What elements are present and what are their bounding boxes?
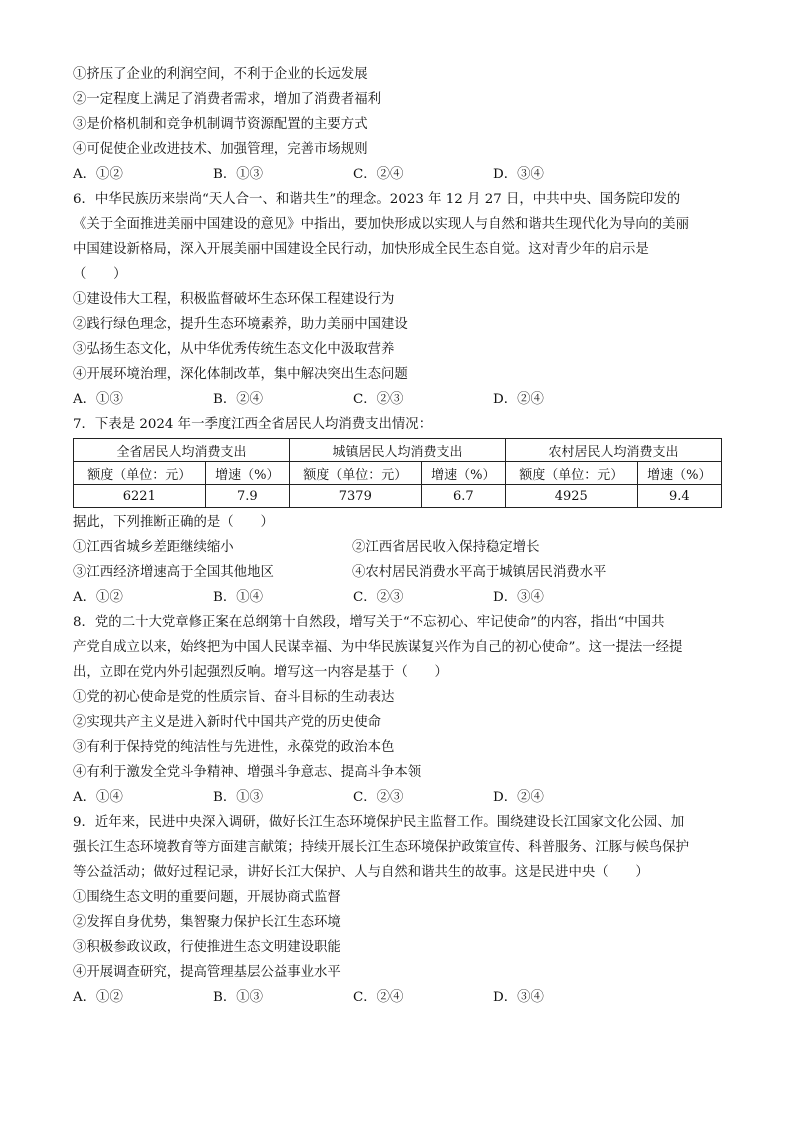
table-subheader: 增速（%） [637, 462, 721, 485]
statement-row [73, 535, 794, 560]
question-stem: 《关于全面推进美丽中国建设的意见》中指出，要加快形成以实现人与自然和谐共生现代化为导向的美丽 [73, 217, 689, 232]
option-c: C．②③ [353, 790, 404, 805]
table-subheader: 增速（%） [205, 462, 289, 485]
option-a: A．①③ [73, 392, 123, 407]
question-stem: 出，立即在党内外引起强烈反响。增写这一内容是基于（ ） [73, 665, 448, 680]
option-b: B．②④ [213, 392, 264, 407]
question-8 [73, 610, 794, 810]
question-6 [73, 187, 794, 412]
table-cell: 9.4 [637, 485, 721, 508]
question-prompt: 据此，下列推断正确的是（ ） [73, 515, 274, 530]
question-9 [73, 810, 794, 1010]
statement: ④有利于激发全党斗争精神、增强斗争意志、提高斗争本领 [73, 765, 422, 780]
table-cell: 4925 [505, 485, 637, 508]
consumption-table [73, 438, 722, 508]
option-a: A．①② [73, 990, 123, 1005]
question-5-continued [73, 62, 794, 187]
statement: ③积极参政议政，行使推进生态文明建设职能 [73, 940, 341, 955]
table-subheader: 额度（单位：元） [289, 462, 421, 485]
question-stem: 6．中华民族历来崇尚“天人合一、和谐共生”的理念。2023 年 12 月 27 日，中共中央、国务院印发的 [73, 192, 681, 207]
table-cell: 7379 [289, 485, 421, 508]
statement: ②江西省居民收入保持稳定增长 [352, 540, 540, 555]
option-b: B．①③ [213, 990, 264, 1005]
statement: ③有利于保持党的纯洁性与先进性，永葆党的政治本色 [73, 740, 395, 755]
statement: ①建设伟大工程，积极监督破坏生态环保工程建设行为 [73, 292, 395, 307]
statement: ①围绕生态文明的重要问题，开展协商式监督 [73, 890, 341, 905]
question-stem: 强长江生态环境教育等方面建言献策；持续开展长江生态环境保护政策宣传、科普服务、江豚与候鸟保护 [73, 840, 689, 855]
statement: ④开展环境治理，深化体制改革，集中解决突出生态问题 [73, 367, 408, 382]
statement: ①挤压了企业的利润空间，不利于企业的长远发展 [73, 67, 368, 82]
option-b: B．①④ [213, 590, 264, 605]
statement: ④农村居民消费水平高于城镇居民消费水平 [352, 565, 607, 580]
table-subheader: 增速（%） [421, 462, 505, 485]
table-header-row [74, 439, 722, 462]
answer-options [73, 785, 794, 810]
question-7 [73, 412, 794, 610]
statement: ②发挥自身优势，集智聚力保护长江生态环境 [73, 915, 341, 930]
answer-options [73, 585, 794, 610]
statement-row [73, 560, 794, 585]
answer-options [73, 162, 794, 187]
table-cell: 6.7 [421, 485, 505, 508]
option-b: B．①③ [213, 790, 264, 805]
statement: ②实现共产主义是进入新时代中国共产党的历史使命 [73, 715, 381, 730]
question-stem: 中国建设新格局，深入开展美丽中国建设全民行动，加快形成全民生态自觉。这对青少年的启示是 [73, 242, 649, 257]
answer-options [73, 985, 794, 1010]
table-group-header: 城镇居民人均消费支出 [289, 439, 505, 462]
answer-blank: （ ） [73, 267, 127, 282]
option-c: C．②③ [353, 392, 404, 407]
table-group-header: 全省居民人均消费支出 [74, 439, 290, 462]
statement: ④可促使企业改进技术、加强管理，完善市场规则 [73, 142, 368, 157]
table-group-header: 农村居民人均消费支出 [505, 439, 721, 462]
statement: ①江西省城乡差距继续缩小 [73, 540, 234, 555]
option-c: C．②③ [353, 590, 404, 605]
statement: ②一定程度上满足了消费者需求，增加了消费者福利 [73, 92, 381, 107]
table-subheader-row [74, 462, 722, 485]
option-d: D．③④ [493, 590, 544, 605]
statement: ④开展调查研究，提高管理基层公益事业水平 [73, 965, 341, 980]
statement: ③是价格机制和竞争机制调节资源配置的主要方式 [73, 117, 368, 132]
option-a: A．①② [73, 590, 123, 605]
option-c: C．②④ [353, 167, 404, 182]
option-b: B．①③ [213, 167, 264, 182]
option-d: D．②④ [493, 790, 544, 805]
question-stem: 7．下表是 2024 年一季度江西全省居民人均消费支出情况： [73, 417, 433, 432]
statement: ③江西经济增速高于全国其他地区 [73, 565, 274, 580]
option-d: D．③④ [493, 990, 544, 1005]
table-cell: 6221 [74, 485, 206, 508]
option-d: D．③④ [493, 167, 544, 182]
table-subheader: 额度（单位：元） [74, 462, 206, 485]
statement: ③弘扬生态文化，从中华优秀传统生态文化中汲取营养 [73, 342, 395, 357]
table-subheader: 额度（单位：元） [505, 462, 637, 485]
option-c: C．②④ [353, 990, 404, 1005]
answer-options [73, 387, 794, 412]
option-d: D．②④ [493, 392, 544, 407]
table-row [74, 485, 722, 508]
question-stem: 9．近年来，民进中央深入调研，做好长江生态环境保护民主监督工作。围绕建设长江国家文化公园、加 [73, 815, 685, 830]
statement: ②践行绿色理念，提升生态环境素养，助力美丽中国建设 [73, 317, 408, 332]
option-a: A．①④ [73, 790, 123, 805]
question-stem: 8．党的二十大党章修正案在总纲第十自然段，增写关于“不忘初心、牢记使命”的内容，指出“中国共 [73, 615, 665, 630]
question-stem: 等公益活动；做好过程记录，讲好长江大保护、人与自然和谐共生的故事。这是民进中央（ ） [73, 865, 649, 880]
question-stem: 产党自成立以来，始终把为中国人民谋幸福、为中华民族谋复兴作为自己的初心使命”。这一提法一经提 [73, 640, 683, 655]
statement: ①党的初心使命是党的性质宗旨、奋斗目标的生动表达 [73, 690, 395, 705]
option-a: A．①② [73, 167, 123, 182]
table-cell: 7.9 [205, 485, 289, 508]
